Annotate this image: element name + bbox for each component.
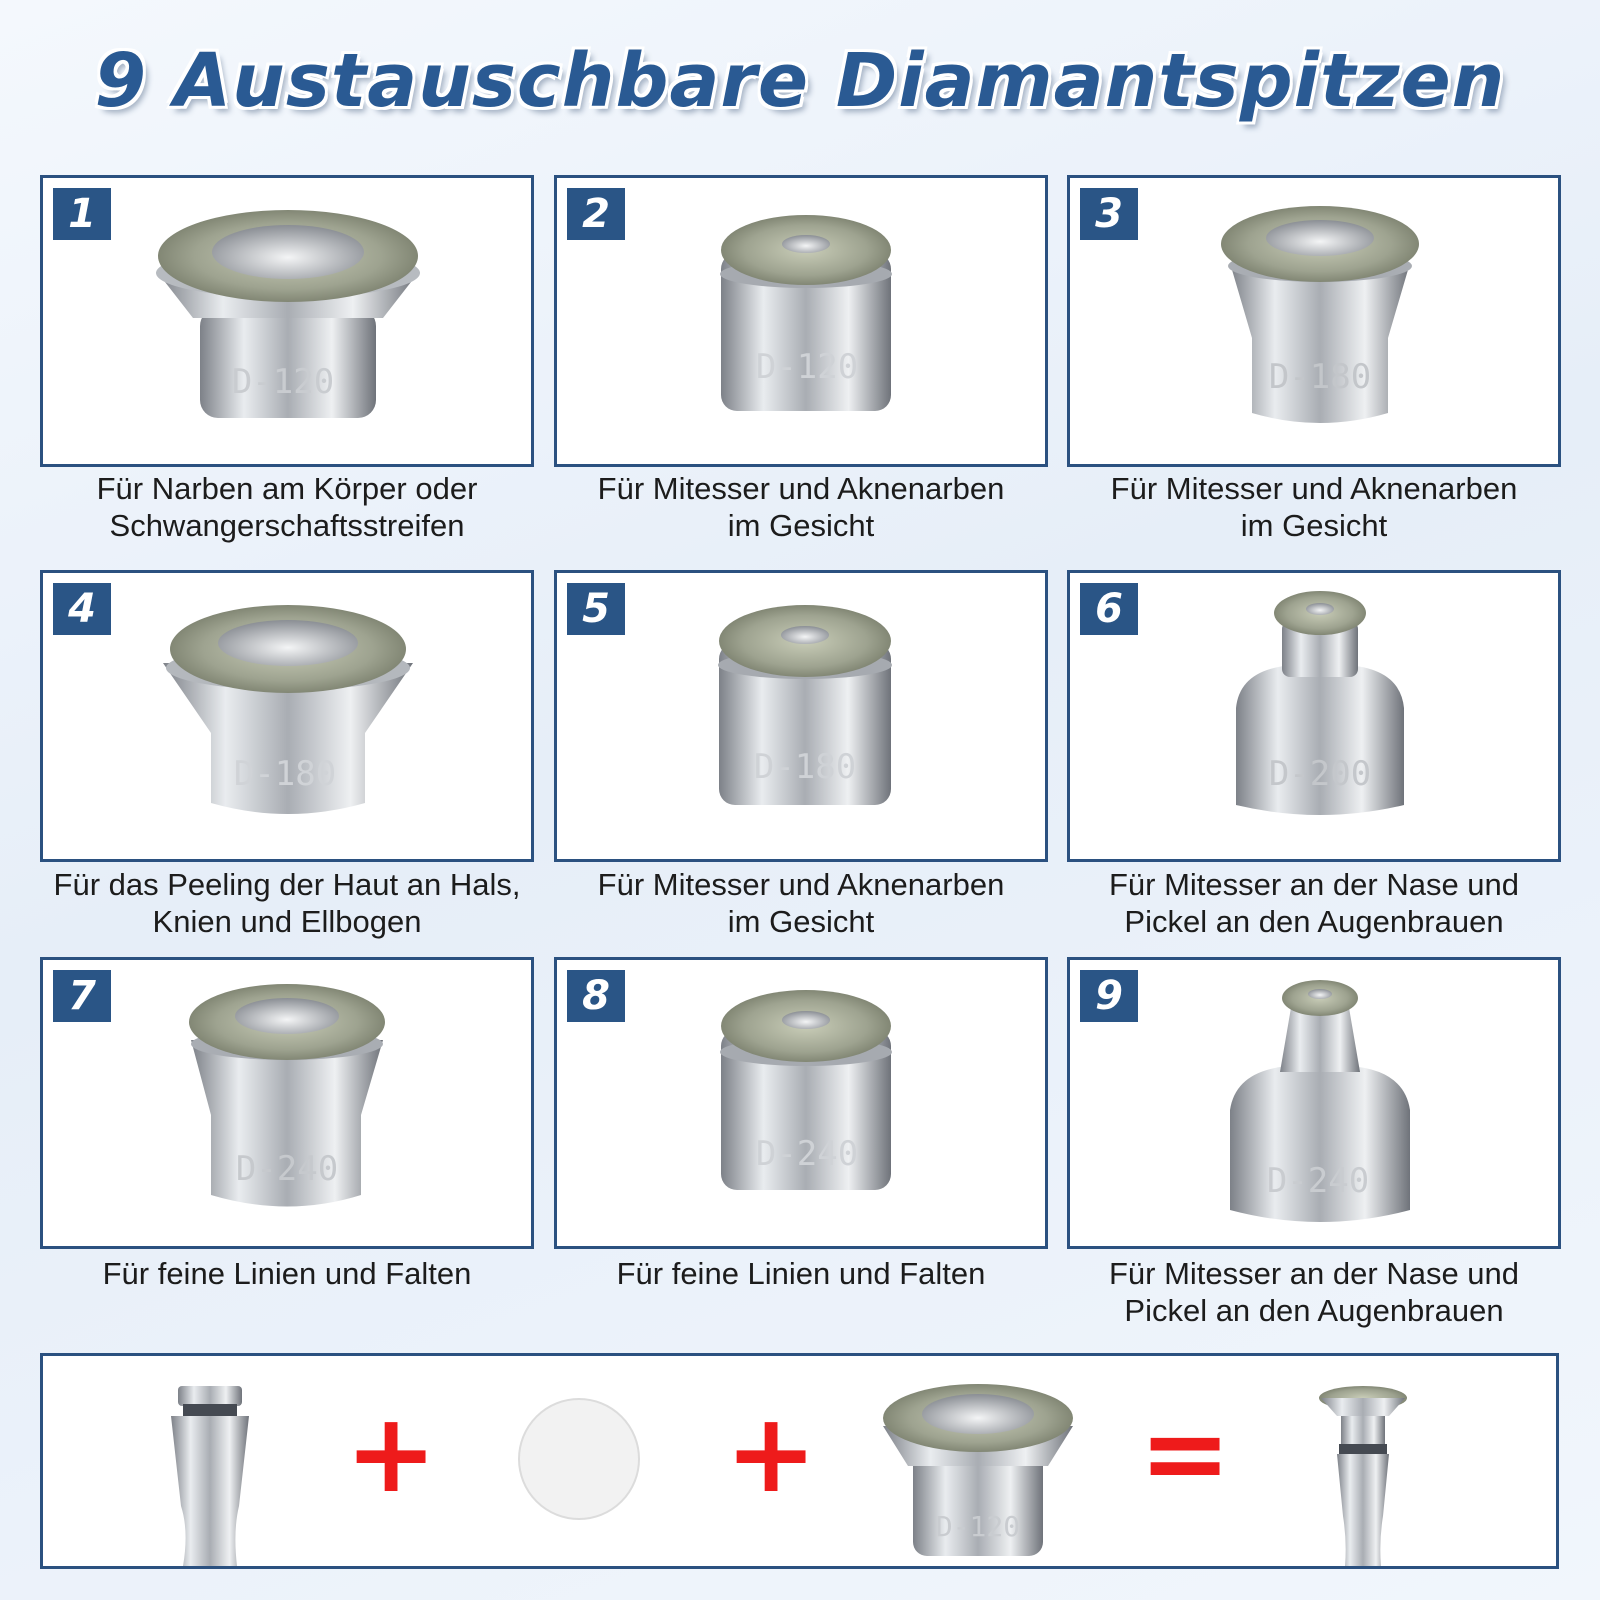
tip-card-3 bbox=[1067, 175, 1561, 467]
equals-icon: = bbox=[1139, 1389, 1232, 1517]
tip-card-2 bbox=[554, 175, 1048, 467]
tip-number-badge: 4 bbox=[53, 583, 111, 635]
tip-caption bbox=[40, 866, 534, 940]
plus-icon: + bbox=[345, 1389, 438, 1517]
svg-text:D-120: D-120 bbox=[231, 362, 335, 402]
assembly-panel bbox=[40, 1353, 1559, 1569]
caption-line: Für Mitesser und Aknenarben bbox=[597, 867, 1005, 902]
tip-card-5 bbox=[554, 570, 1048, 862]
assembled-handpiece-image bbox=[1319, 1386, 1407, 1566]
diamond-tip-cylinder-image bbox=[557, 960, 1051, 1252]
svg-text:D-180: D-180 bbox=[1268, 357, 1372, 397]
tip-caption bbox=[40, 1255, 534, 1292]
tip-number-badge: 7 bbox=[53, 970, 111, 1022]
diamond-tip-tapered-image bbox=[43, 960, 537, 1252]
svg-text:D-240: D-240 bbox=[235, 1149, 339, 1189]
caption-line: Für Mitesser und Aknenarben bbox=[1110, 471, 1518, 506]
caption-line: Für feine Linien und Falten bbox=[102, 1256, 472, 1291]
caption-line: Für Mitesser und Aknenarben bbox=[597, 471, 1005, 506]
svg-text:D-120: D-120 bbox=[935, 1510, 1021, 1543]
caption-line: Pickel an den Augenbrauen bbox=[1124, 904, 1504, 939]
tip-caption bbox=[40, 470, 534, 544]
tip-number-badge: 5 bbox=[567, 583, 625, 635]
svg-text:D-180: D-180 bbox=[753, 747, 857, 787]
caption-line: Knien und Ellbogen bbox=[152, 904, 422, 939]
handpiece-image bbox=[171, 1386, 249, 1566]
caption-line: im Gesicht bbox=[727, 508, 875, 543]
plus-icon: + bbox=[725, 1389, 818, 1517]
tip-card-9 bbox=[1067, 957, 1561, 1249]
svg-text:D-120: D-120 bbox=[755, 347, 859, 387]
svg-text:D-240: D-240 bbox=[755, 1134, 859, 1174]
caption-line: Für feine Linien und Falten bbox=[616, 1256, 986, 1291]
tip-number-badge: 6 bbox=[1080, 583, 1138, 635]
tip-caption bbox=[1067, 866, 1561, 940]
caption-line: Für Mitesser an der Nase und bbox=[1108, 1256, 1520, 1291]
tip-caption bbox=[554, 470, 1048, 544]
svg-text:D-200: D-200 bbox=[1268, 754, 1372, 794]
tip-caption bbox=[554, 1255, 1048, 1292]
tip-caption bbox=[1067, 470, 1561, 544]
tip-number-badge: 9 bbox=[1080, 970, 1138, 1022]
svg-text:D-180: D-180 bbox=[233, 754, 337, 794]
tip-number-badge: 8 bbox=[567, 970, 625, 1022]
diamond-tip-image bbox=[883, 1384, 1073, 1556]
tip-number-badge: 2 bbox=[567, 188, 625, 240]
diamond-tip-tapered-image bbox=[1070, 178, 1564, 470]
tip-card-6 bbox=[1067, 570, 1561, 862]
diamond-tip-funnel-image bbox=[43, 573, 537, 865]
diamond-tip-stepped-cone-image bbox=[1070, 960, 1564, 1252]
cotton-filter-image bbox=[519, 1399, 639, 1519]
diamond-tip-cylinder-image bbox=[557, 573, 1051, 865]
caption-line: Für Narben am Körper oder bbox=[96, 471, 478, 506]
tip-card-4 bbox=[40, 570, 534, 862]
caption-line: im Gesicht bbox=[727, 904, 875, 939]
caption-line: Für Mitesser an der Nase und bbox=[1108, 867, 1520, 902]
tip-card-8 bbox=[554, 957, 1048, 1249]
svg-text:D-240: D-240 bbox=[1266, 1161, 1370, 1201]
diamond-tip-stepped-image bbox=[1070, 573, 1564, 865]
caption-line: Schwangerschaftsstreifen bbox=[109, 508, 465, 543]
diamond-tip-wide-flange-image bbox=[43, 178, 537, 470]
caption-line: Pickel an den Augenbrauen bbox=[1124, 1293, 1504, 1328]
tip-number-badge: 1 bbox=[53, 188, 111, 240]
diamond-tip-cylinder-image bbox=[557, 178, 1051, 470]
page-title: 9 Austauschbare Diamantspitzen bbox=[94, 38, 1506, 124]
caption-line: im Gesicht bbox=[1240, 508, 1388, 543]
tip-card-7 bbox=[40, 957, 534, 1249]
tip-card-1 bbox=[40, 175, 534, 467]
tip-number-badge: 3 bbox=[1080, 188, 1138, 240]
tip-caption bbox=[554, 866, 1048, 940]
caption-line: Für das Peeling der Haut an Hals, bbox=[53, 867, 521, 902]
tip-caption bbox=[1067, 1255, 1561, 1329]
